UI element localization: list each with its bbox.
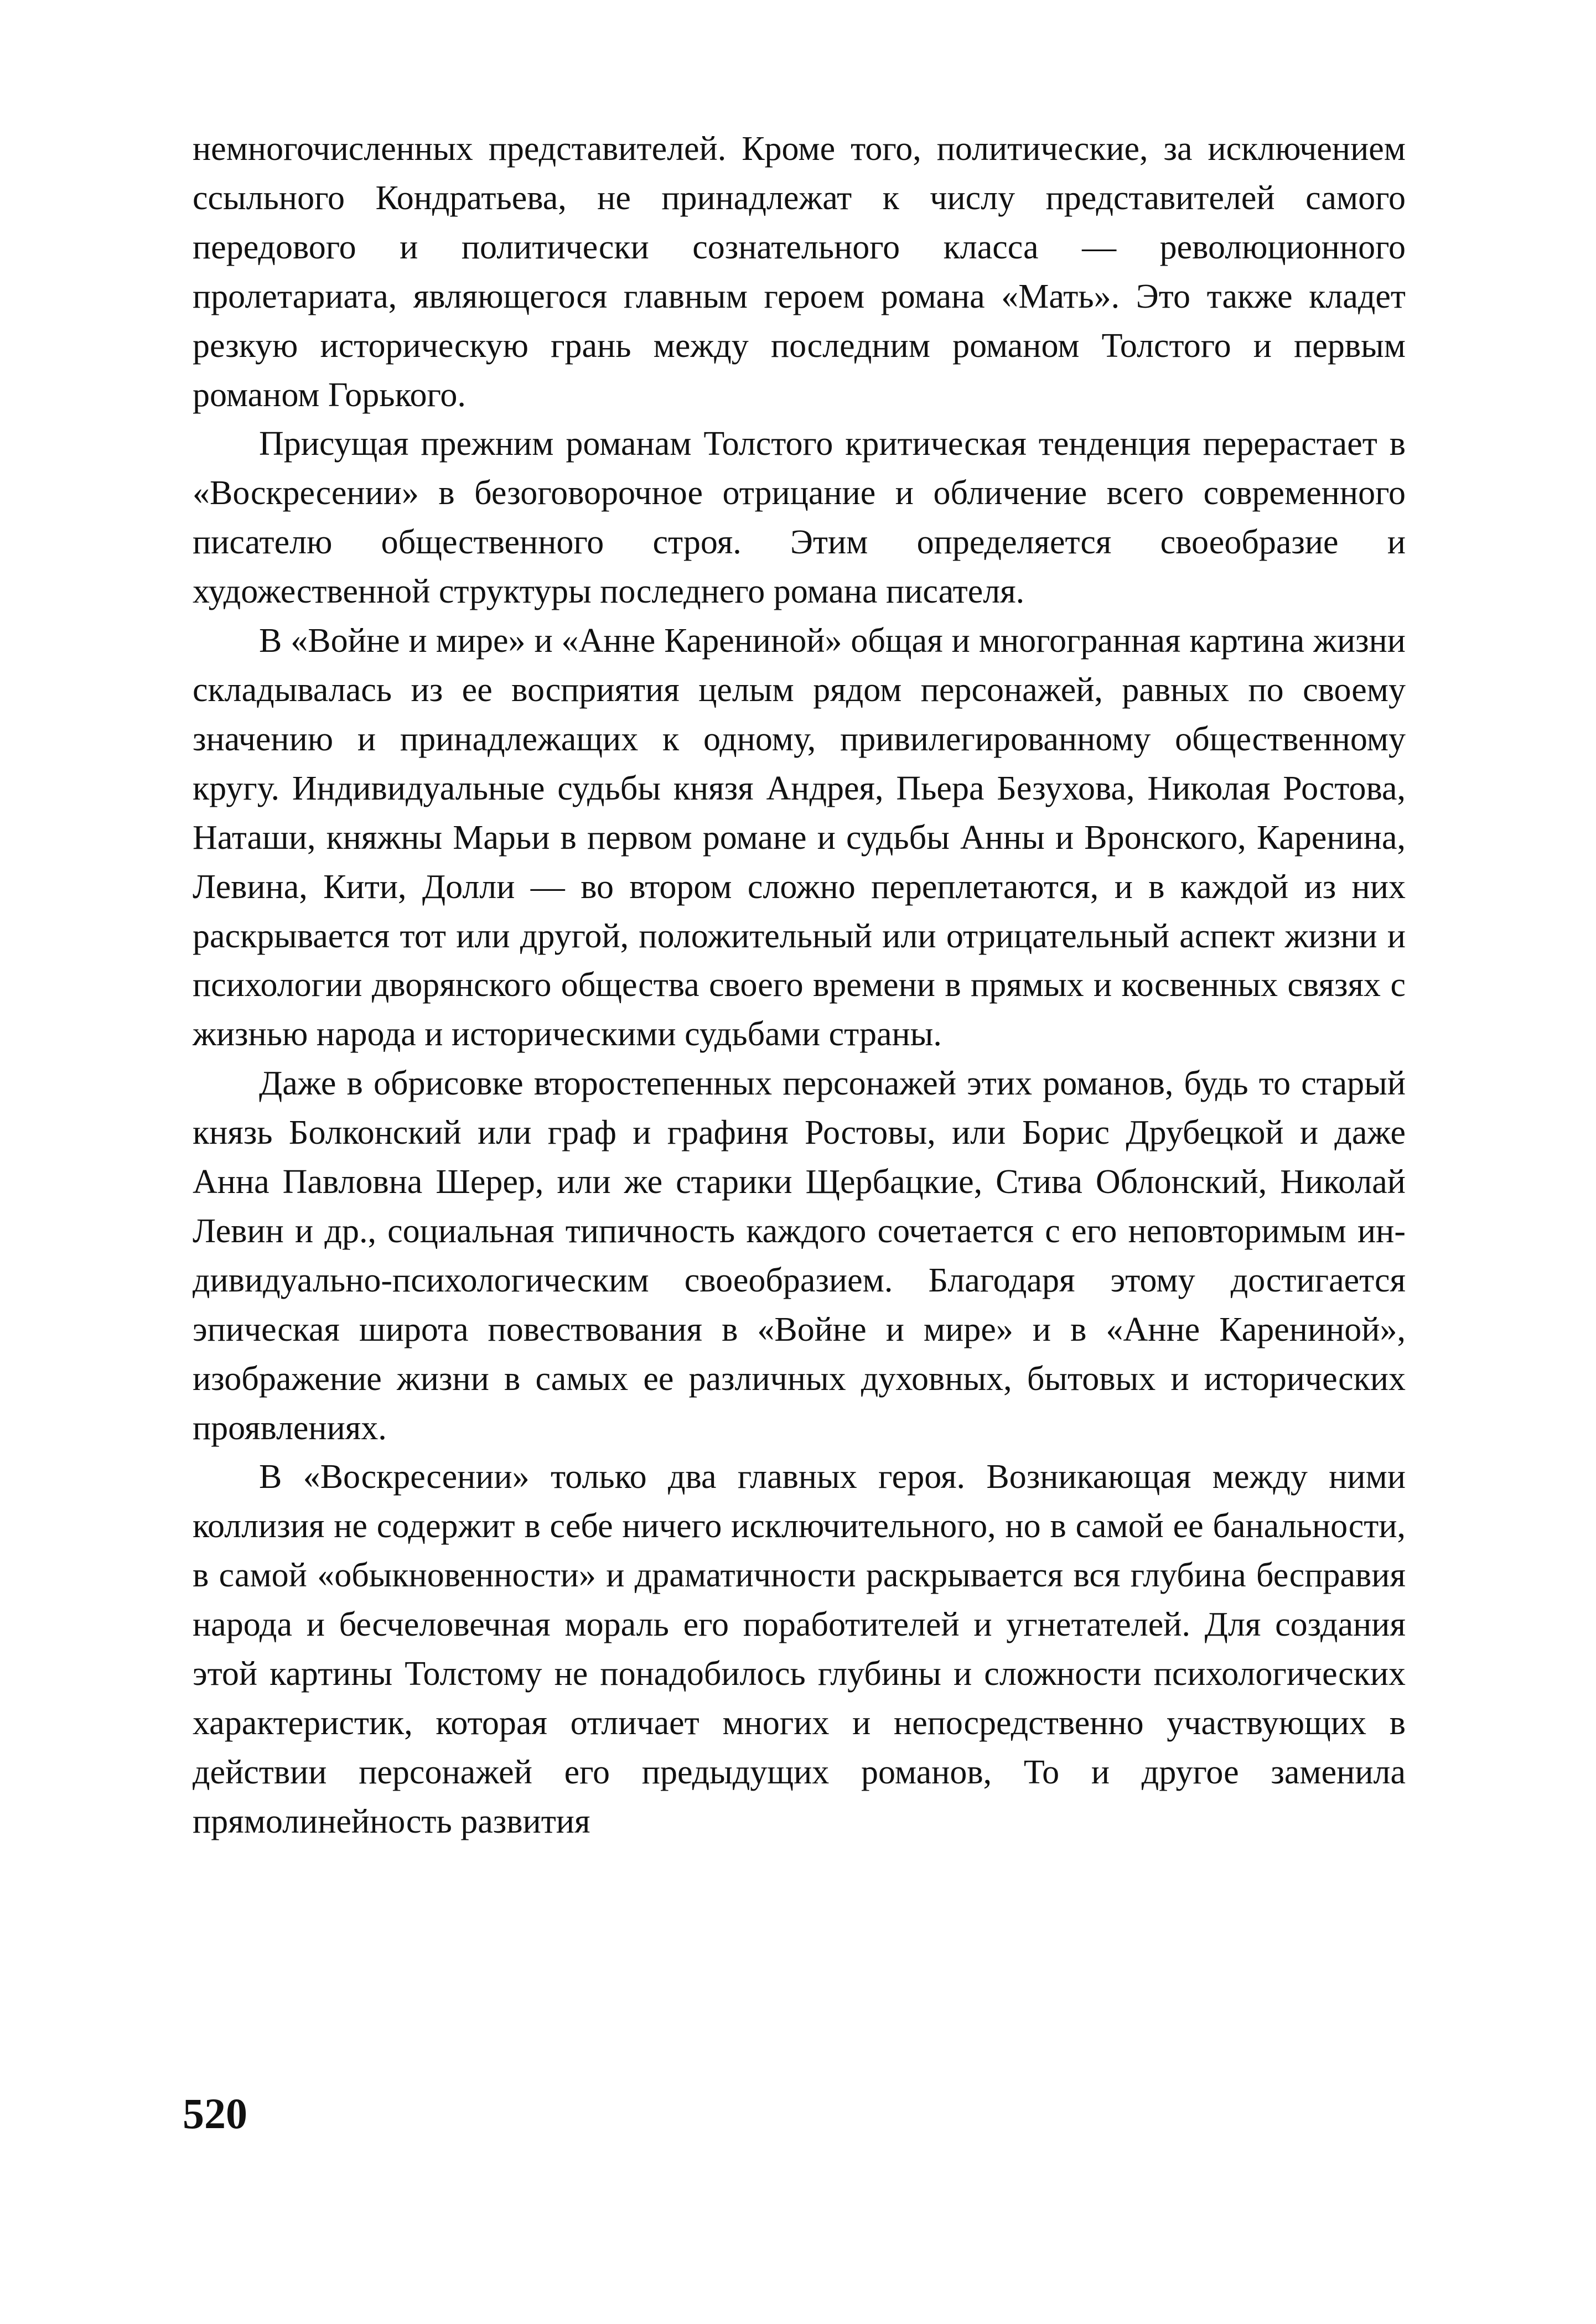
paragraph-5: В «Воскресении» только два главных героя. Возникающая между ними коллизия не содержит в себе ничего исключительного, но в самой ее банальности, в самой «обыкновенности» и драматичности раскрывается вся глубина бесправия народа и бесчеловечная мораль его поработителей и угнетателей. Для создания этой картины Толстому не понадобилось глубины и сложности психологических характеристик, которая отличает многих и непосредственно участвующих в действии персонажей его предыдущих романов, То и другое заменила прямолинейность развития	[193, 1458, 1406, 1840]
paragraph-4: Даже в обрисовке второстепенных персонажей этих романов, будь то старый князь Болконский или граф и графиня Ростовы, или Борис Друбецкой и даже Анна Павловна Шерер, или же старики Щербацкие, Стива Облонский, Николай Левин и др., социальная типичность каждого сочетается с его неповторимым индивидуально-психологическим своеобразием. Благодаря этому достигается эпическая широта повествования в «Войне и мире» и в «Анне Карениной», изображение жизни в самых ее различных духовных, бытовых и исторических проявлениях.	[193, 1065, 1406, 1447]
paragraph-2: Присущая прежним романам Толстого критическая тенденция перерастает в «Воскресении» в безоговорочное отрицание и обличение всего современного писателю общественного строя. Этим определяется своеобразие и художественной структуры последнего романа писателя.	[193, 425, 1406, 611]
page-number: 520	[183, 2089, 247, 2138]
body-text	[193, 124, 1406, 1846]
paragraph-3: В «Войне и мире» и «Анне Карениной» общая и многогранная картина жизни складывалась из ее восприятия целым рядом персонажей, равных по своему значению и принадлежащих к одному, привилегированному общественному кругу. Индивидуальные судьбы князя Андрея, Пьера Безухова, Николая Ростова, Наташи, княжны Марьи в первом романе и судьбы Анны и Вронского, Каренина, Левина, Кити, Долли — во втором сложно переплетаются, и в каждой из них раскрывается тот или другой, положительный или отрицательный аспект жизни и психологии дворянского общества своего времени в прямых и косвенных связях с жизнью народа и историческими судьбами страны.	[193, 622, 1406, 1054]
paragraph-1: немногочисленных представителей. Кроме того, политические, за исключением ссыльного Кондратьева, не принадлежат к числу представителей самого передового и политически сознательного класса — революционного пролетариата, являющегося главным героем романа «Мать». Это также кладет резкую историческую грань между последним романом Толстого и первым романом Горького.	[193, 130, 1406, 414]
